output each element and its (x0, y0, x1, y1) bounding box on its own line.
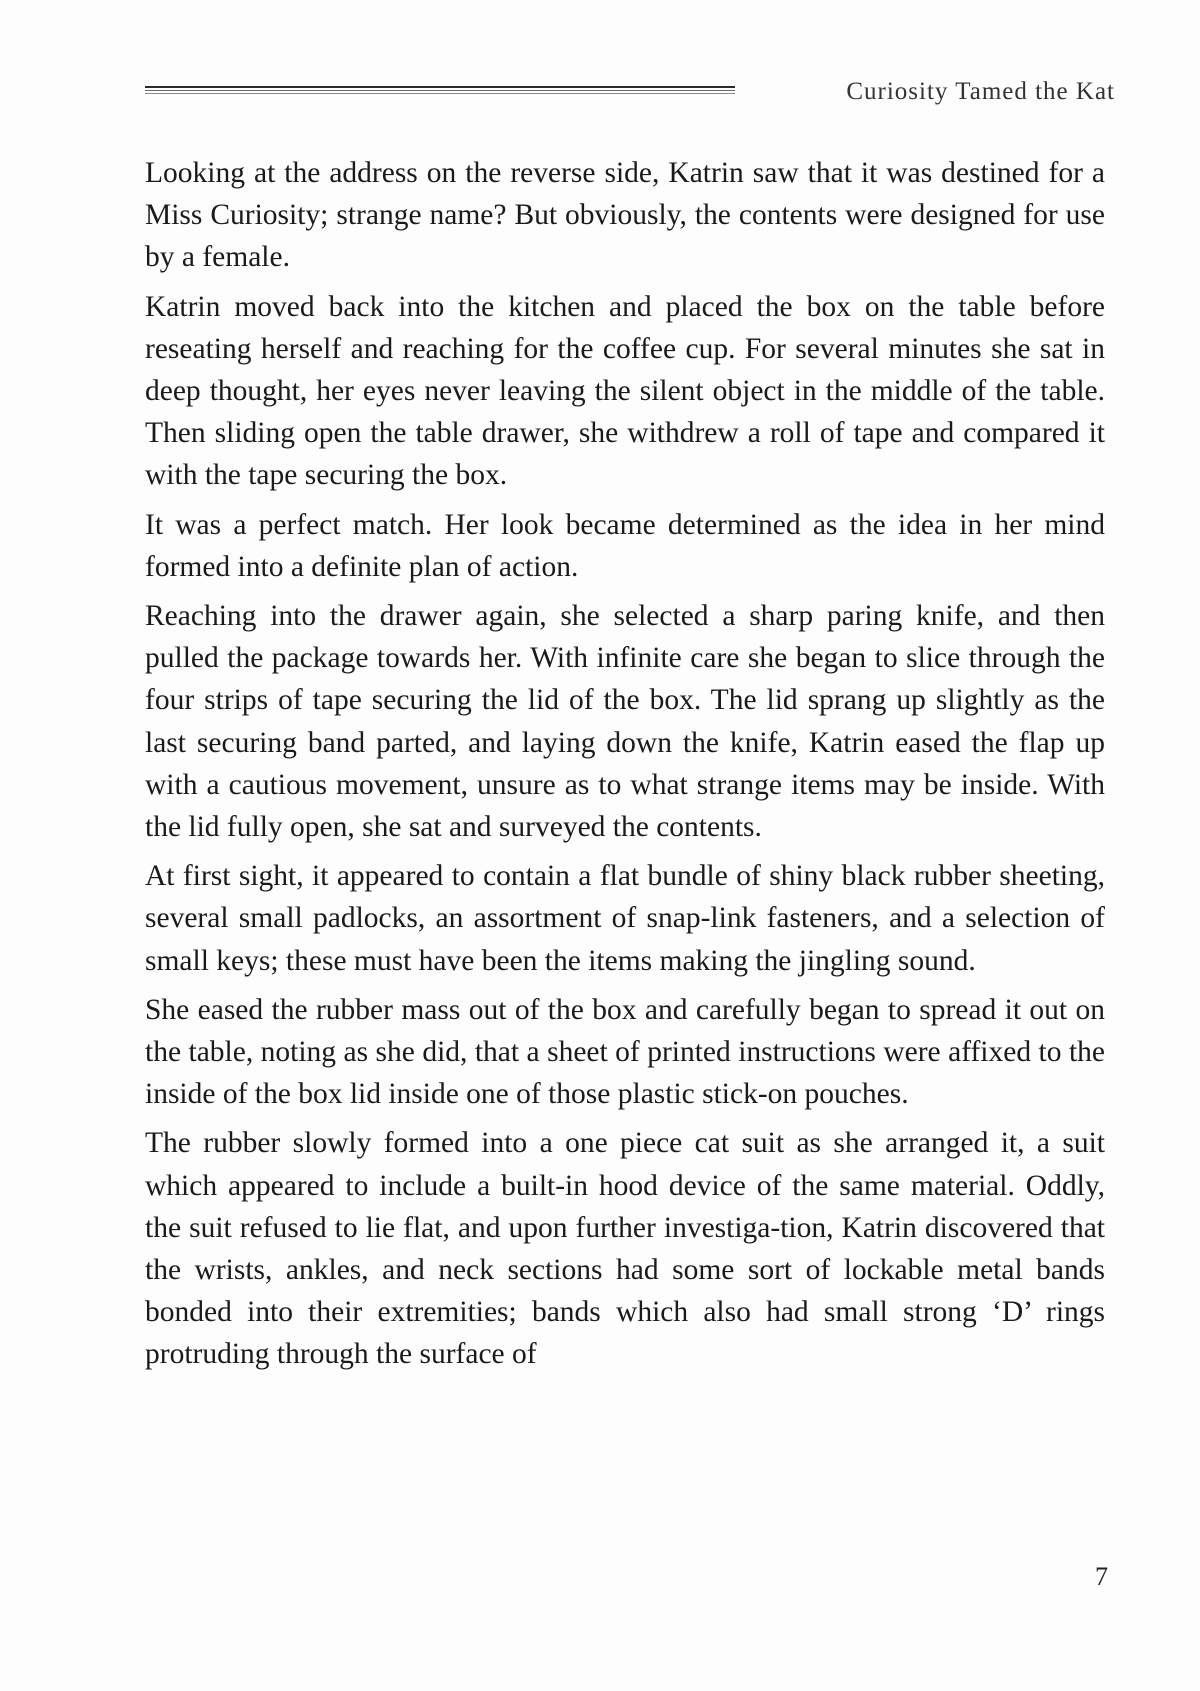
running-header (145, 78, 1115, 114)
paragraph: She eased the rubber mass out of the box and carefully began to spread it out on the table, noting as she did, that a sheet of printed instructions were affixed to the inside of the box lid inside one of those plastic stick-on pouches. (145, 993, 1105, 1111)
paragraph: It was a perfect match. Her look became determined as the idea in her mind formed into a definite plan of action. (145, 508, 1105, 583)
paragraph: Looking at the address on the reverse side, Katrin saw that it was destined for a Miss Curiosity; strange name? But obviously, the contents were designed for use by a female. (145, 157, 1105, 274)
paragraph: The rubber slowly formed into a one piece cat suit as she arranged it, a suit which appeared to include a built-in hood device of the same material. Oddly, the suit refused to lie flat, and upon further investiga-tion, Katrin discovered that the wrists, ankles, and neck sections had some sort of lockable metal bands bonded into their extremities; bands which also had small strong ‘D’ rings protruding through the surface of (145, 1127, 1105, 1371)
paragraph: Katrin moved back into the kitchen and placed the box on the table before reseating herself and reaching for the coffee cup. For several minutes she sat in deep thought, her eyes never leaving the silent object in the middle of the table. Then sliding open the table drawer, she withdrew a roll of tape and compared it with the tape securing the box. (145, 290, 1105, 492)
running-title: Curiosity Tamed the Kat (846, 78, 1115, 105)
body-text (145, 152, 1105, 1383)
header-rule (145, 86, 735, 96)
paragraph: Reaching into the drawer again, she selected a sharp paring knife, and then pulled the package towards her. With infinite care she began to slice through the four strips of tape securing the lid of the box. The lid sprang up slightly as the last securing band parted, and laying down the knife, Katrin eased the flap up with a cautious movement, unsure as to what strange items may be inside. With the lid fully open, she sat and surveyed the contents. (145, 600, 1105, 844)
paragraph: At first sight, it appeared to contain a flat bundle of shiny black rubber sheeting, several small padlocks, an assortment of snap-link fasteners, and a selection of small keys; these must have been the items making the jingling sound. (145, 860, 1105, 977)
page-number: 7 (1095, 1562, 1108, 1591)
